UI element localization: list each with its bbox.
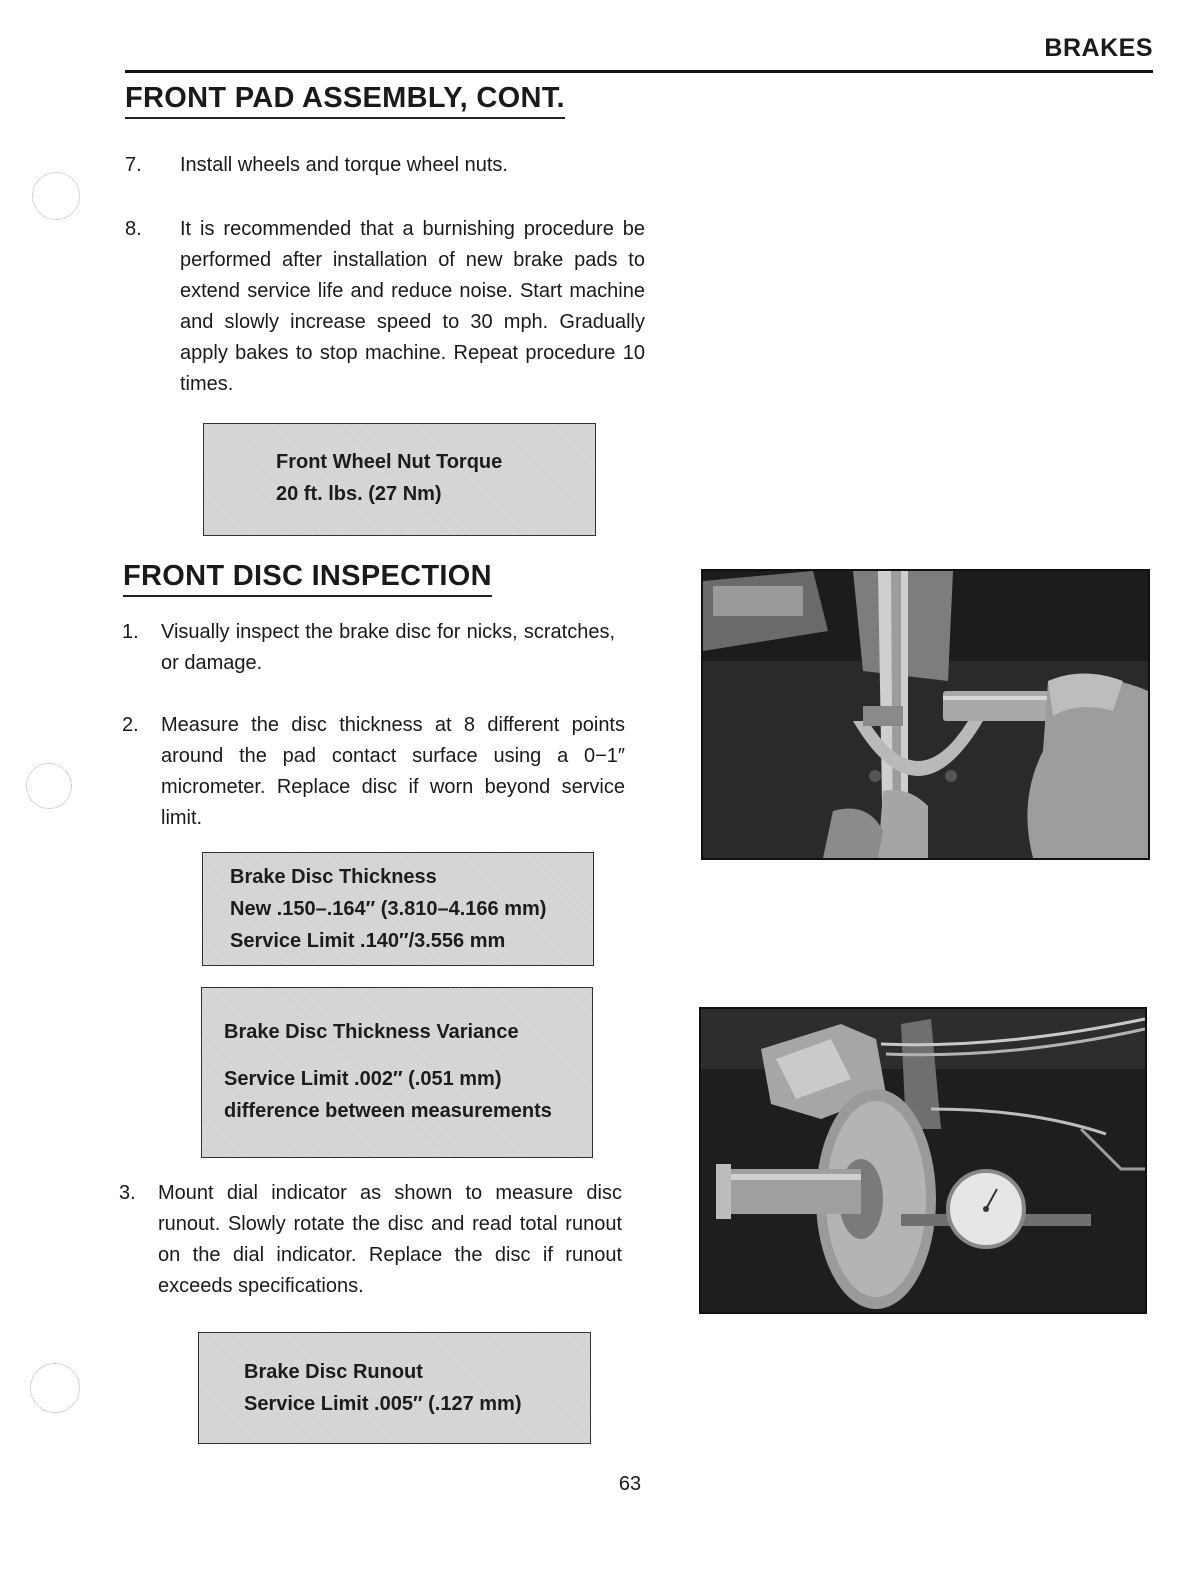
header-rule: [125, 70, 1153, 73]
step-number: 8.: [125, 218, 142, 240]
spec-box-value-note: difference between measurements: [224, 1100, 552, 1122]
step-number: 7.: [125, 154, 142, 176]
spec-box-title: Front Wheel Nut Torque: [276, 451, 503, 473]
step-text: Mount dial indicator as shown to measure disc runout. Slowly rotate the disc and read total runout on the dial indicator. Replace the disc if runout exceeds specifications.: [158, 1182, 622, 1297]
step-text: It is recommended that a burnishing procedure be performed after installation of new brake pads to extend service life and reduce noise. Start machine and slowly increase speed to 30 mph. Gradually apply bakes to stop machine. Repeat procedure 10 times.: [180, 218, 645, 395]
step-8: [125, 214, 645, 400]
step-number: 3.: [119, 1182, 136, 1204]
step-1: [122, 617, 615, 679]
scan-speck: [32, 172, 80, 220]
step-number: 1.: [122, 621, 139, 643]
dial-indicator-photo: [699, 1007, 1147, 1314]
step-text: Install wheels and torque wheel nuts.: [180, 154, 508, 176]
step-2: [122, 710, 625, 834]
chapter-title: BRAKES: [1044, 34, 1153, 62]
step-number: 2.: [122, 714, 139, 736]
spec-box-title: Brake Disc Thickness: [230, 866, 437, 888]
spec-box-thickness-variance: [201, 987, 593, 1158]
spec-box-title: Brake Disc Runout: [244, 1361, 423, 1383]
step-7: [125, 150, 645, 181]
spec-box-value: 20 ft. lbs. (27 Nm): [276, 483, 442, 505]
spec-box-disc-runout: [198, 1332, 591, 1444]
step-3: [119, 1178, 622, 1302]
spec-box-value-limit: Service Limit .002″ (.051 mm): [224, 1068, 502, 1090]
section-heading-front-pad-assembly: FRONT PAD ASSEMBLY, CONT.: [125, 82, 565, 119]
scan-speck: [30, 1363, 80, 1413]
page-number: 63: [618, 1473, 642, 1495]
spec-box-value-limit: Service Limit .140″/3.556 mm: [230, 930, 506, 952]
spec-box-value-limit: Service Limit .005″ (.127 mm): [244, 1393, 522, 1415]
spec-box-wheel-nut-torque: [203, 423, 596, 536]
spec-box-disc-thickness: [202, 852, 594, 966]
spec-box-value-new: New .150–.164″ (3.810–4.166 mm): [230, 898, 547, 920]
section-heading-front-disc-inspection: FRONT DISC INSPECTION: [123, 560, 492, 597]
spec-box-title: Brake Disc Thickness Variance: [224, 1021, 519, 1043]
micrometer-photo: [701, 569, 1150, 860]
step-text: Visually inspect the brake disc for nicks, scratches, or damage.: [161, 621, 615, 674]
scan-speck: [26, 763, 72, 809]
step-text: Measure the disc thickness at 8 different points around the pad contact surface using a 0−1″ micrometer. Replace disc if worn beyond service limit.: [161, 714, 625, 829]
